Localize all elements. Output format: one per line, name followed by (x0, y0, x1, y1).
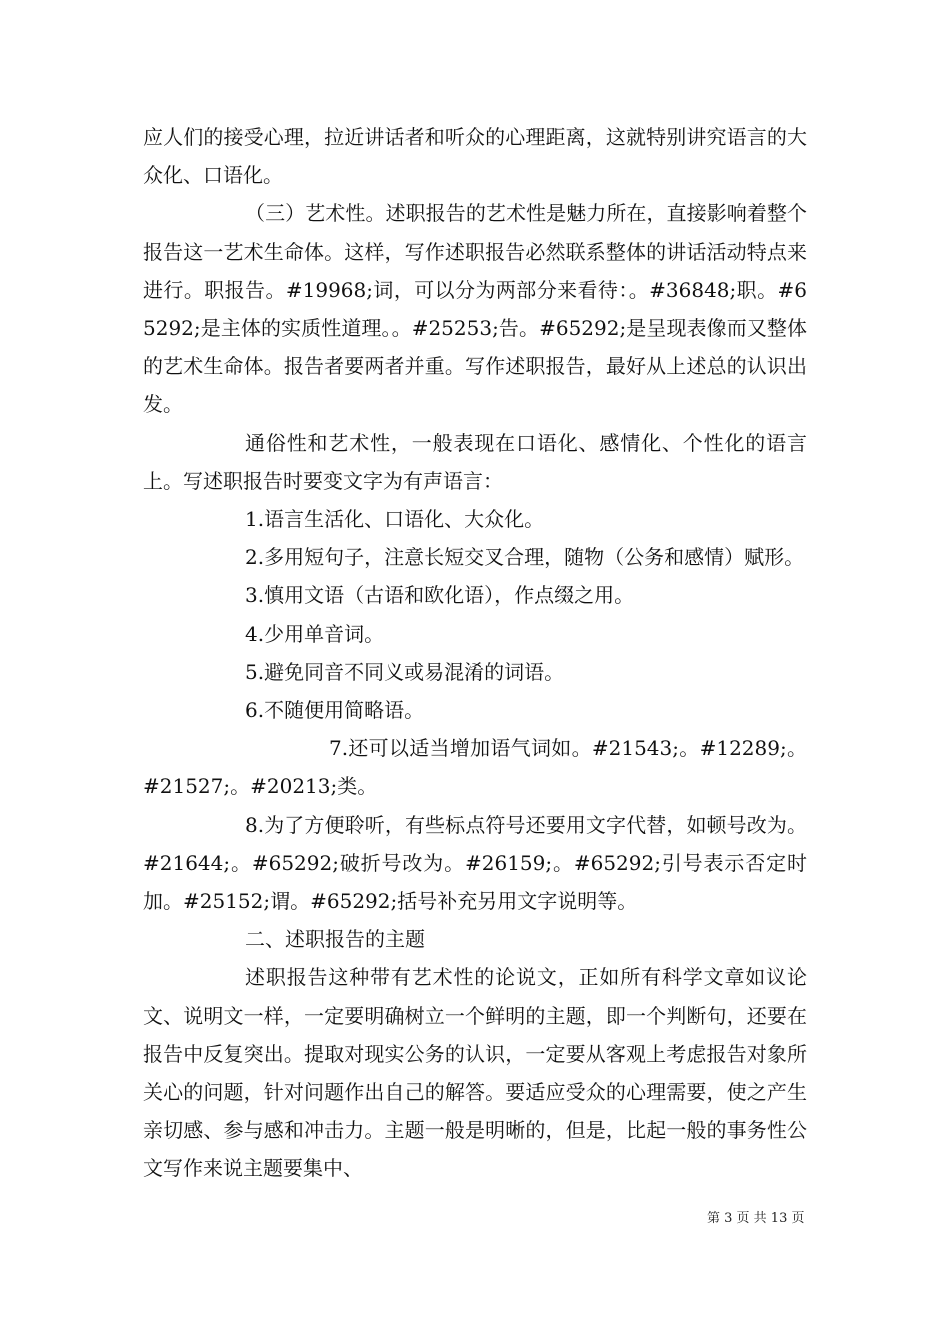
list-item-5: 5.避免同音不同义或易混淆的词语。 (245, 659, 565, 684)
list-item-4: 4.少用单音词。 (245, 621, 385, 646)
paragraph-continuation: 应人们的接受心理，拉近讲话者和听众的心理距离，这就特别讲究语言的大众化、口语化。 (143, 125, 807, 188)
paragraph-artistry: （三）艺术性。述职报告的艺术性是魅力所在，直接影响着整个报告这一艺术生命体。这样，写作述职报告必然联系整体的讲话活动特点来进行。职报告。#19968;词，可以分为两部分来看待：。#36848;职。#65292;是主体的实质性道理。。#25253;告。#65292;是呈现表像而又整体的艺术生命体。报告者要两者并重。写作述职报告，最好从上述总的认识出发。 (143, 201, 807, 417)
paragraph-popularity-artistry: 通俗性和艺术性，一般表现在口语化、感情化、个性化的语言上。写述职报告时要变文字为有声语言： (143, 430, 807, 493)
section-heading-theme: 二、述职报告的主题 (245, 927, 425, 952)
paragraph-theme: 述职报告这种带有艺术性的论说文，正如所有科学文章如议论文、说明文一样，一定要明确树立一个鲜明的主题，即一个判断句，还要在报告中反复突出。提取对现实公务的认识，一定要从客观上考虑报告对象所关心的问题，针对问题作出自己的解答。要适应受众的心理需要，使之产生亲切感、参与感和冲击力。主题一般是明晰的，但是，比起一般的事务性公文写作来说主题要集中、 (143, 965, 807, 1181)
document-body (143, 118, 807, 1188)
list-item-6: 6.不随便用简略语。 (245, 698, 425, 723)
page-number: 第 3 页 共 13 页 (707, 1211, 805, 1226)
list-item-7: 7.还可以适当增加语气词如。#21543;。#12289;。#21527;。#20213;类。 (143, 736, 807, 799)
list-item-2: 2.多用短句子，注意长短交叉合理，随物（公务和感情）赋形。 (245, 545, 805, 570)
list-item-1: 1.语言生活化、口语化、大众化。 (245, 507, 545, 532)
list-item-8: 8.为了方便聆听，有些标点符号还要用文字代替，如顿号改为。#21644;。#65292;破折号改为。#26159;。#65292;引号表示否定时加。#25152;谓。#65292;括号补充另用文字说明等。 (143, 812, 807, 914)
list-item-3: 3.慎用文语（古语和欧化语），作点缀之用。 (245, 583, 635, 608)
